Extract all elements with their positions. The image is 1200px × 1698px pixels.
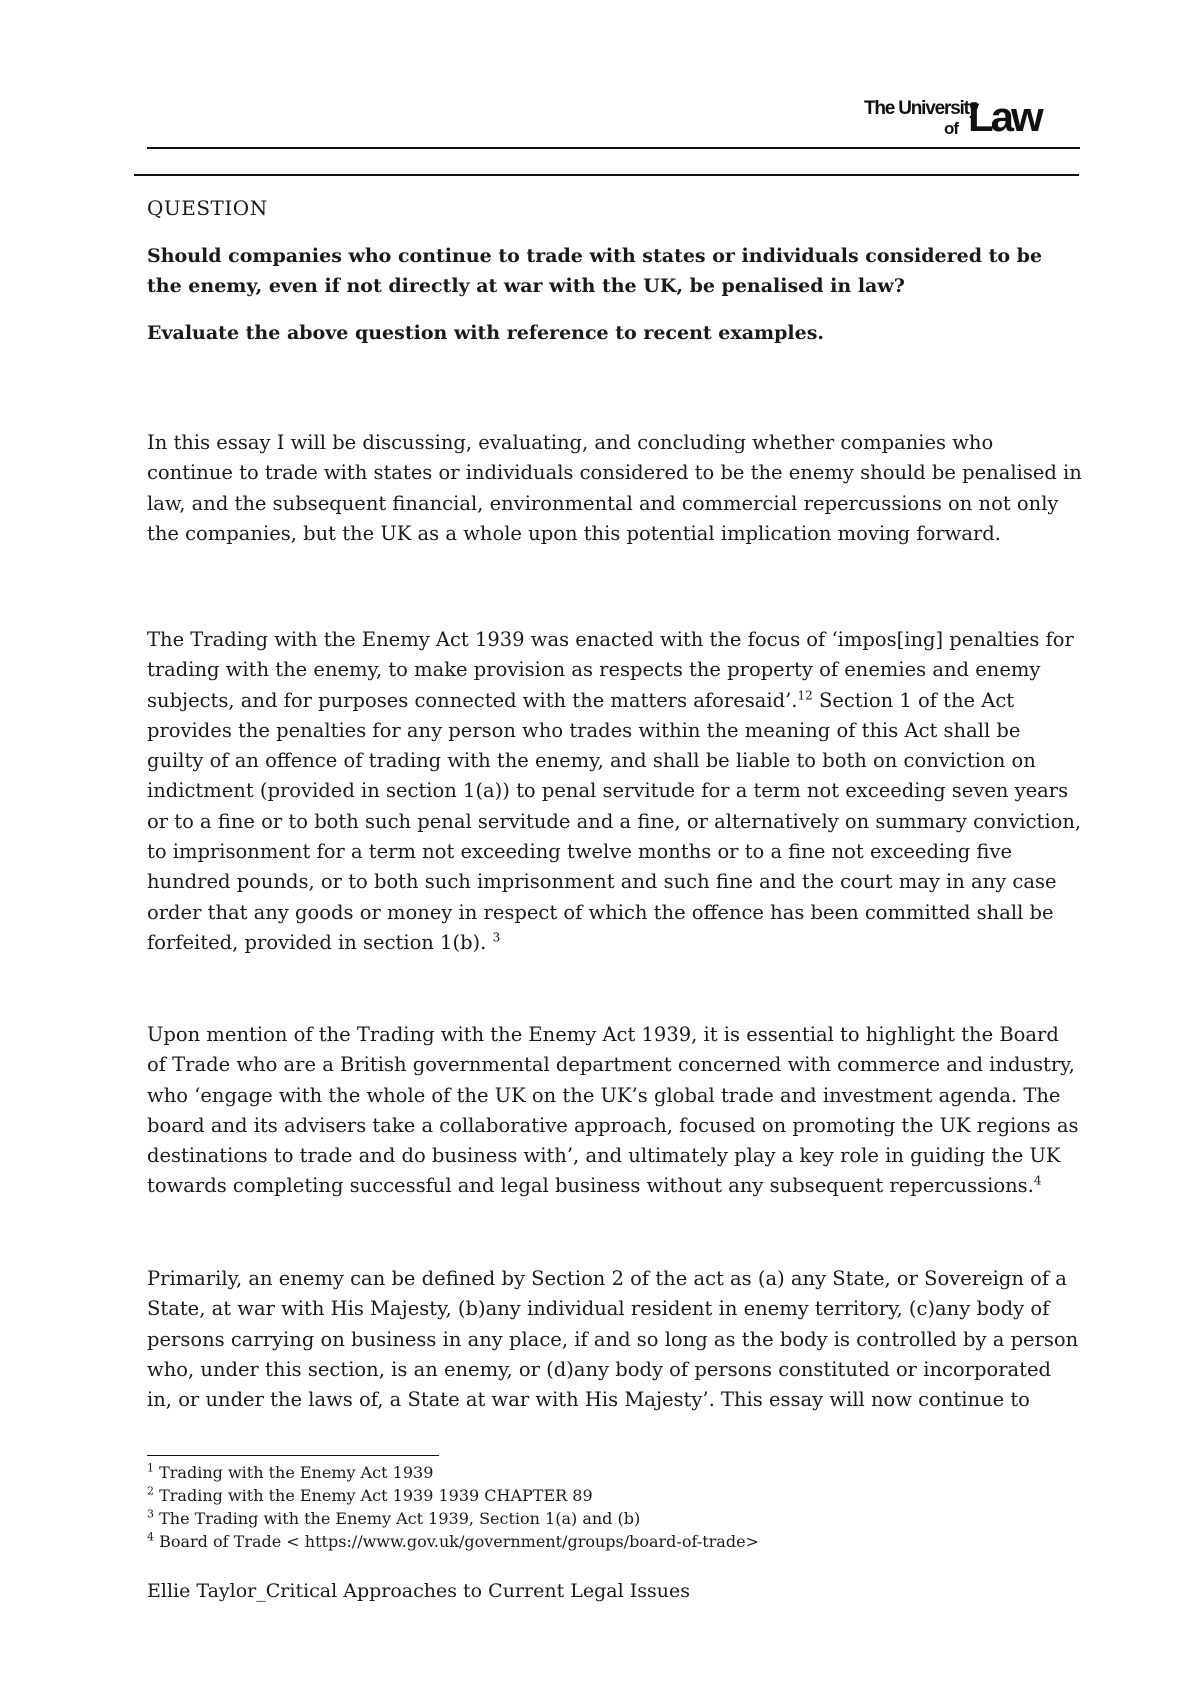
footnote-1 <box>147 1461 1047 1484</box>
footnote-text: Trading with the Enemy Act 1939 <box>159 1463 434 1482</box>
paragraph-enemy-definition: Primarily, an enemy can be defined by Section 2 of the act as (a) any State, or Sovereign of a State, at war with His Majesty, (b)any individual resident in enemy territory, (c)any body of persons carrying on business in any place, if and so long as the body is controlled by a person who, under this section, is an enemy, or (d)any body of persons constituted or incorporated in, or under the laws of, a State at war with His Majesty’. This essay will now continue to <box>147 1267 1079 1412</box>
page-footer: Ellie Taylor_Critical Approaches to Current Legal Issues <box>147 1580 690 1602</box>
logo-line-3: Law <box>968 93 1041 140</box>
footnote-2 <box>147 1484 1047 1507</box>
logo-line-2: of <box>944 119 959 138</box>
logo-line-1: The University <box>864 98 979 119</box>
paragraph-trading-act-text: The Trading with the Enemy Act 1939 was enacted with the focus of ‘impos[ing] penalties for trading with the enemy, to make provision as respects the property of enemies and enemy subjects, and for purposes connected with the matters aforesaid’. <box>147 628 1074 712</box>
question-text: Should companies who continue to trade with states or individuals considered to be the enemy, even if not directly at war with the UK, be penalised in law? <box>147 245 1043 297</box>
paragraph-trading-act-text-rest: Section 1 of the Act provides the penalties for any person who trades within the meaning of this Act shall be guilty of an offence of trading with the enemy, and shall be liable to both on conviction on indictment (provided in section 1(a)) to penal servitude for a term not exceeding seven years or to a fine or to both such penal servitude and a fine, or alternatively on summary conviction, to imprisonment for a term not exceeding twelve months or to a fine not exceeding five hundred pounds, or to both such imprisonment and such fine and the court may in any case order that any goods or money in respect of which the offence has been committed shall be forfeited, provided in section 1(b). <box>147 688 1082 954</box>
paragraph-board-of-trade-text: Upon mention of the Trading with the Enemy Act 1939, it is essential to highlight the Board of Trade who are a British governmental department concerned with commerce and industry, who ‘engage with the whole of the UK on the UK’s global trade and investment agenda. The board and its advisers take a collaborative approach, focused on promoting the UK regions as destinations to trade and do business with’, and ultimately play a key role in guiding the UK towards completing successful and legal business without any subsequent repercussions. <box>147 1023 1079 1198</box>
footnote-ref-1-2: 12 <box>797 688 813 703</box>
footnote-separator <box>147 1455 439 1456</box>
question-label: QUESTION <box>147 196 268 220</box>
footnote-number: 1 <box>147 1461 154 1475</box>
university-logo <box>864 93 1080 144</box>
paragraph-board-of-trade <box>147 1020 1082 1202</box>
footnote-number: 3 <box>147 1507 154 1521</box>
footnote-3 <box>147 1507 1047 1530</box>
footnote-ref-4: 4 <box>1033 1173 1042 1188</box>
footnotes <box>147 1461 1047 1553</box>
question-instruction: Evaluate the above question with reference to recent examples. <box>147 322 825 344</box>
paragraph-trading-act <box>147 625 1082 958</box>
header-rule-bottom <box>134 174 1079 176</box>
header-rule-top <box>147 147 1080 149</box>
footnote-text: Board of Trade < https://www.gov.uk/government/groups/board-of-trade> <box>159 1532 759 1551</box>
footnote-number: 4 <box>147 1530 154 1544</box>
footnote-text: The Trading with the Enemy Act 1939, Section 1(a) and (b) <box>159 1509 641 1528</box>
paragraph-introduction: In this essay I will be discussing, evaluating, and concluding whether companies who continue to trade with states or individuals considered to be the enemy should be penalised in law, and the subsequent financial, environmental and commercial repercussions on not only the companies, but the UK as a whole upon this potential implication moving forward. <box>147 431 1082 545</box>
footnote-number: 2 <box>147 1484 154 1498</box>
footnote-4 <box>147 1530 1047 1553</box>
footnote-ref-3: 3 <box>492 930 501 945</box>
footnote-text: Trading with the Enemy Act 1939 1939 CHAPTER 89 <box>159 1486 593 1505</box>
